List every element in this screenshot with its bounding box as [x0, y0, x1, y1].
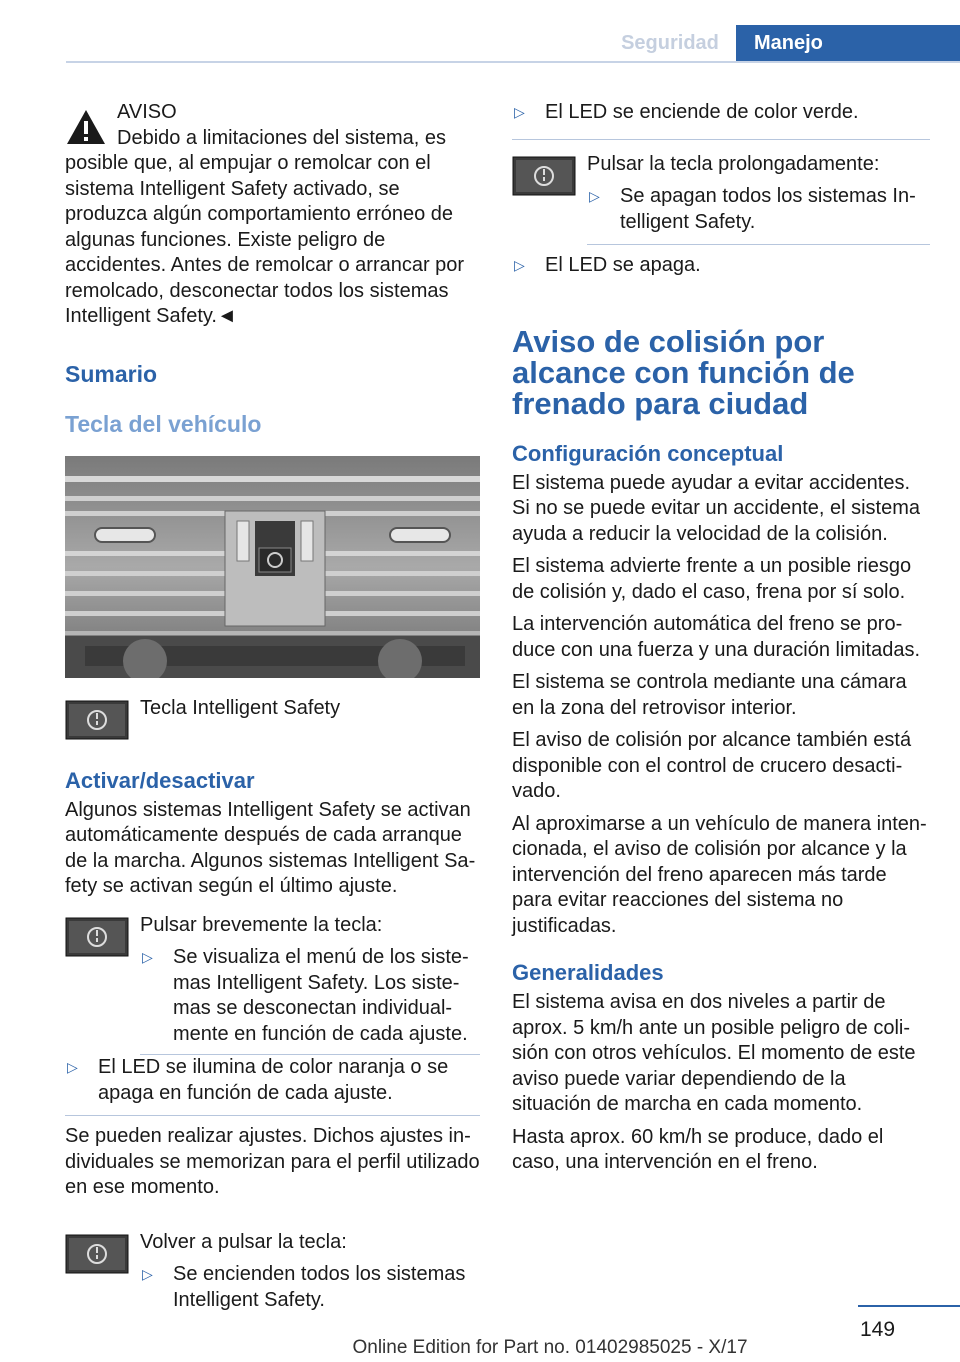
key-caption: Tecla Intelligent Safety: [140, 696, 341, 719]
press-long-list: [587, 184, 930, 245]
intelligent-safety-key-icon[interactable]: [65, 1234, 129, 1274]
right-column: [512, 100, 930, 1183]
paragraph: Hasta aprox. 60 km/h se produce, dado el caso, una intervención en el freno.: [512, 1125, 884, 1173]
warning-block: [65, 100, 480, 330]
heading-activar: Activar/desactivar: [65, 767, 255, 793]
list-item: ▷ El LED se apaga.: [512, 253, 930, 279]
list-item: ▷ El LED se enciende de color verde.: [512, 100, 930, 126]
tab-seguridad[interactable]: Seguridad: [621, 32, 719, 54]
tab-manejo[interactable]: Manejo: [736, 25, 960, 61]
intelligent-safety-key-icon[interactable]: [65, 700, 129, 740]
list-item: ▷ Se apagan todos los sistemas Intelligent Safety.: [587, 184, 930, 235]
led-off-list: [512, 253, 930, 279]
ajustes-paragraph: Se pueden realizar ajustes. Dichos ajustes individuales se memorizan para el perfil utilizado en ese momento.: [65, 1125, 480, 1198]
paragraph: El sistema se controla mediante una cámara en la zona del retrovisor interior.: [512, 671, 907, 719]
paragraph: La intervención automática del freno se produce con una fuerza y una duración limitadas.: [512, 613, 921, 661]
press-short-label: Pulsar brevemente la tecla:: [140, 913, 383, 936]
heading-tecla-vehiculo: Tecla del vehículo: [65, 410, 262, 437]
paragraph: El sistema puede ayudar a evitar accidentes. Si no se puede evitar un accidente, el sistema ayuda a reducir la velocidad de la colisión.: [512, 471, 921, 545]
warning-triangle-icon: [65, 108, 107, 146]
left-column: [65, 100, 480, 1320]
header-rule: [66, 61, 960, 63]
footer-edition: Online Edition for Part no. 01402985025 - X/17: [352, 1337, 748, 1358]
list-item: ▷ Se encienden todos los sistemas Intelligent Safety.: [140, 1262, 480, 1313]
warning-title: AVISO: [117, 101, 177, 123]
led-list: [65, 1055, 480, 1116]
press-long-row: [512, 152, 930, 246]
key-caption-row: [65, 696, 480, 740]
paragraph: El aviso de colisión por alcance también está disponible con el control de crucero desactivado.: [512, 729, 912, 802]
intelligent-safety-key-icon[interactable]: [65, 917, 129, 957]
list-item: ▷ Se visualiza el menú de los sistemas Intelligent Safety. Los sistemas se desconectan individualmente en función de cada ajuste.: [140, 945, 480, 1047]
paragraph: El sistema advierte frente a un posible riesgo de colisión y, dado el caso, frena por sí solo.: [512, 555, 912, 603]
dashboard-photo: [65, 456, 480, 678]
activar-paragraph: Algunos sistemas Intelligent Safety se activan automáticamente después de cada arranque de la marcha. Algunos sistemas Intelligent Safety se activan según el último ajuste.: [65, 798, 476, 897]
intelligent-safety-key-icon[interactable]: [512, 156, 576, 196]
paragraph: El sistema avisa en dos niveles a partir de aprox. 5 km/h ante un posible peligro de colisión con otros vehículos. El momento de este aviso puede variar dependiendo de la situación de marcha en cada momento.: [512, 991, 916, 1115]
heading-sumario: Sumario: [65, 360, 158, 387]
heading-configuracion: Configuración conceptual: [512, 440, 784, 466]
press-short-list: [140, 945, 480, 1055]
page-number: 149: [860, 1318, 896, 1341]
press-again-list: [140, 1262, 480, 1313]
press-long-label: Pulsar la tecla prolongadamente:: [587, 152, 880, 175]
footer: [0, 1337, 960, 1359]
led-green-list: [512, 100, 930, 140]
press-again-row: [65, 1230, 480, 1314]
press-again-label: Volver a pulsar la tecla:: [140, 1230, 347, 1253]
footer-rule: [858, 1305, 960, 1307]
list-item: ▷ El LED se ilumina de color naranja o se apaga en función de cada ajuste.: [65, 1055, 480, 1106]
heading-aviso-colision: Aviso de colisión por alcance con función de frenado para ciudad: [512, 323, 855, 421]
press-short-row: [65, 913, 480, 1056]
heading-generalidades: Generalidades: [512, 960, 664, 985]
paragraph: Al aproximarse a un vehículo de manera intencionada, el aviso de colisión por alcance y la intervención del freno aparecen más tarde para evitar reacciones del sistema no justificadas.: [512, 812, 927, 937]
warning-text: Debido a limitaciones del sistema, es posible que, al empujar o remolcar con el sistema Intelligent Safety activado, se produzca algún comportamiento erróneo de algunas funciones. Existe peligro de accidentes. Antes de remolcar o arrancar por remolcado, desconectar todos los sistemas Intelligent Safety.◄: [65, 126, 465, 327]
